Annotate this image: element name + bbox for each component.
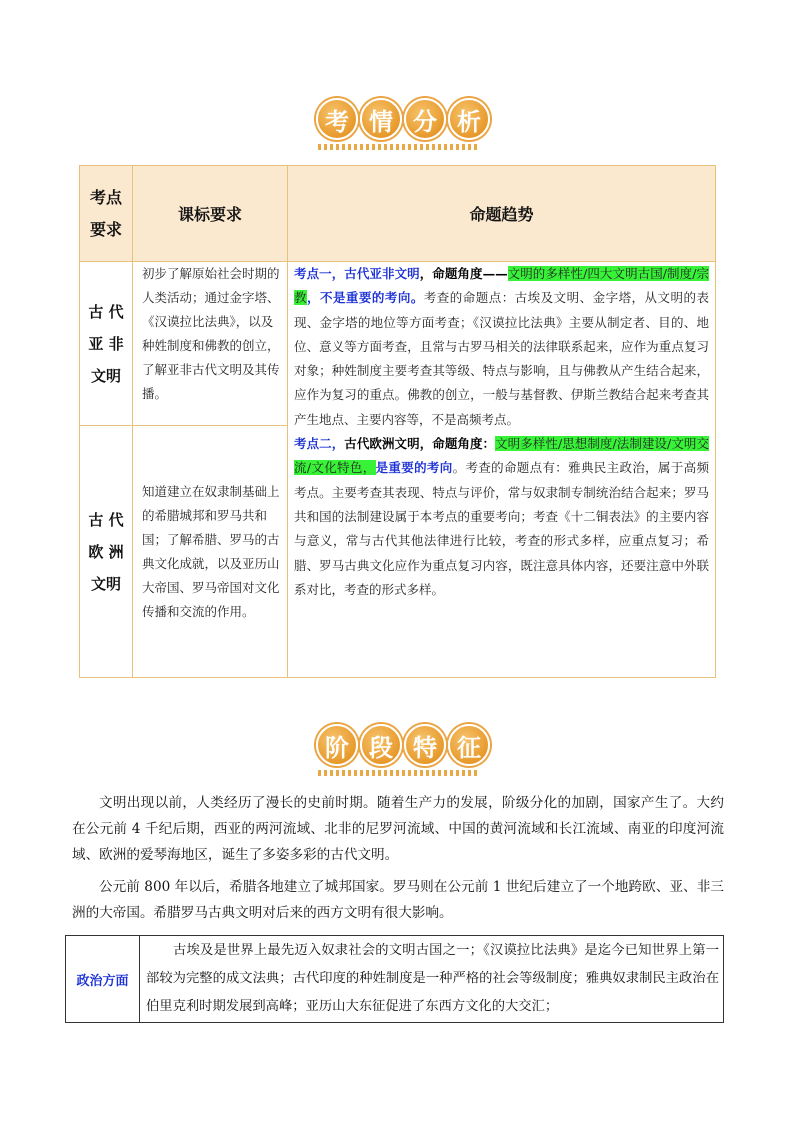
heading-char: 阶 [316, 724, 358, 766]
requirement-asia-africa: 初步了解原始社会时期的人类活动；通过金字塔、《汉谟拉比法典》，以及种姓制度和佛教的创立，了解亚非古代文明及其传播。 [133, 262, 288, 426]
header-mingti: 命题趋势 [288, 166, 716, 262]
heading-char: 考 [316, 98, 358, 140]
kaodian-line: 古 代 [88, 510, 124, 529]
heading-underline [318, 770, 480, 776]
requirement-europe: 知道建立在奴隶制基础上的希腊城邦和罗马共和国；了解希腊、罗马的古典文化成就，以及亚历山大帝国、罗马帝国对文化传播和交流的作用。 [133, 426, 288, 678]
features-table [65, 935, 724, 1023]
trend-label-2: 考点二， [294, 436, 345, 452]
heading-underline [318, 144, 480, 150]
paragraph-intro: 文明出现以前，人类经历了漫长的史前时期。随着生产力的发展，阶级分化的加剧，国家产生了。大约在公元前 4 千纪后期，西亚的两河流域、北非的尼罗河流域、中国的黄河流域和长江流域、南亚的印度河流域、欧洲的爱琴海地区，诞生了多姿多彩的古代文明。 [72, 795, 724, 863]
trend-body-2: 。考查的命题点有：雅典民主政治，属于高频考点。主要考查其表现、特点与评价，常与奴隶制专制统治结合起来；罗马共和国的法制建设属于本考点的重要考向；考查《十二铜表法》的主要内容与意义，常与古代其他法律进行比较，考查的形式多样，应重点复习；希腊、罗马古典文化应作为重点复习内容，既注意具体内容，还要注意中外联系对比，考查的形式多样。 [294, 460, 709, 597]
trend-cell [288, 262, 716, 678]
heading-char: 特 [404, 724, 446, 766]
features-label-politics: 政治方面 [66, 936, 140, 1023]
trend-highlight-1: 文明的多样性/四大文明古国/制度/宗教 [294, 266, 709, 306]
trend-label-1: 考点一，古代亚非文明 [294, 266, 420, 281]
trend-body-1: 考查的命题点：古埃及文明、金字塔，从文明的表现、金字塔的地位等方面考查；《汉谟拉比法典》主要从制定者、目的、地位、意义等方面考查，且常与古罗马相关的法律联系起来，应作为重点复习对象；种姓制度主要考查其等级、特点与影响，且与佛教从产生结合起来，应作为复习的重点。佛教的创立，一般与基督教、伊斯兰教结合起来考查其产生地点、主要内容等，不是高频考点。 [294, 290, 709, 427]
header-kaodian-line2: 要求 [89, 219, 122, 239]
header-kaodian [80, 166, 133, 262]
heading-char: 分 [404, 98, 446, 140]
table-row [66, 936, 724, 1023]
section-heading-kaoqing [316, 98, 490, 140]
kaodian-europe [80, 426, 133, 678]
heading-char: 析 [448, 98, 490, 140]
header-kebiao: 课标要求 [133, 166, 288, 262]
trend-title-2: 古代欧洲文明，命题角度： [344, 436, 496, 452]
table-header-row [80, 166, 716, 262]
kaodian-line: 文明 [90, 366, 121, 385]
heading-char: 段 [360, 724, 402, 766]
trend-angle-1: ，命题角度—— [419, 266, 508, 281]
heading-char: 情 [360, 98, 402, 140]
analysis-table [79, 165, 716, 678]
trend-highlight-2: 文明多样性/思想制度/法制建设/文明交流/文化特色， [294, 436, 709, 476]
kaodian-line: 古 代 [88, 302, 124, 321]
trend-not-important: ，不是重要的考向。 [306, 290, 424, 306]
table-row [80, 262, 716, 426]
trend-important: 是重要的考向 [375, 460, 453, 476]
section-heading-jieduan [316, 724, 490, 766]
kaodian-asia-africa [80, 262, 133, 426]
kaodian-line: 亚 非 [88, 334, 124, 353]
header-kaodian-line1: 考点 [89, 187, 122, 207]
kaodian-line: 欧 洲 [88, 542, 124, 561]
heading-char: 征 [448, 724, 490, 766]
kaodian-line: 文明 [90, 574, 121, 593]
features-text-politics: 古埃及是世界上最先迈入奴隶社会的文明古国之一；《汉谟拉比法典》是迄今已知世界上第一部较为完整的成文法典；古代印度的种姓制度是一种严格的社会等级制度；雅典奴隶制民主政治在伯里克利时期发展到高峰；亚历山大东征促进了东西方文化的大交汇； [140, 936, 724, 1023]
paragraph-greece-rome: 公元前 800 年以后，希腊各地建立了城邦国家。罗马则在公元前 1 世纪后建立了一个地跨欧、亚、非三洲的大帝国。希腊罗马古典文明对后来的西方文明有很大影响。 [72, 879, 724, 921]
